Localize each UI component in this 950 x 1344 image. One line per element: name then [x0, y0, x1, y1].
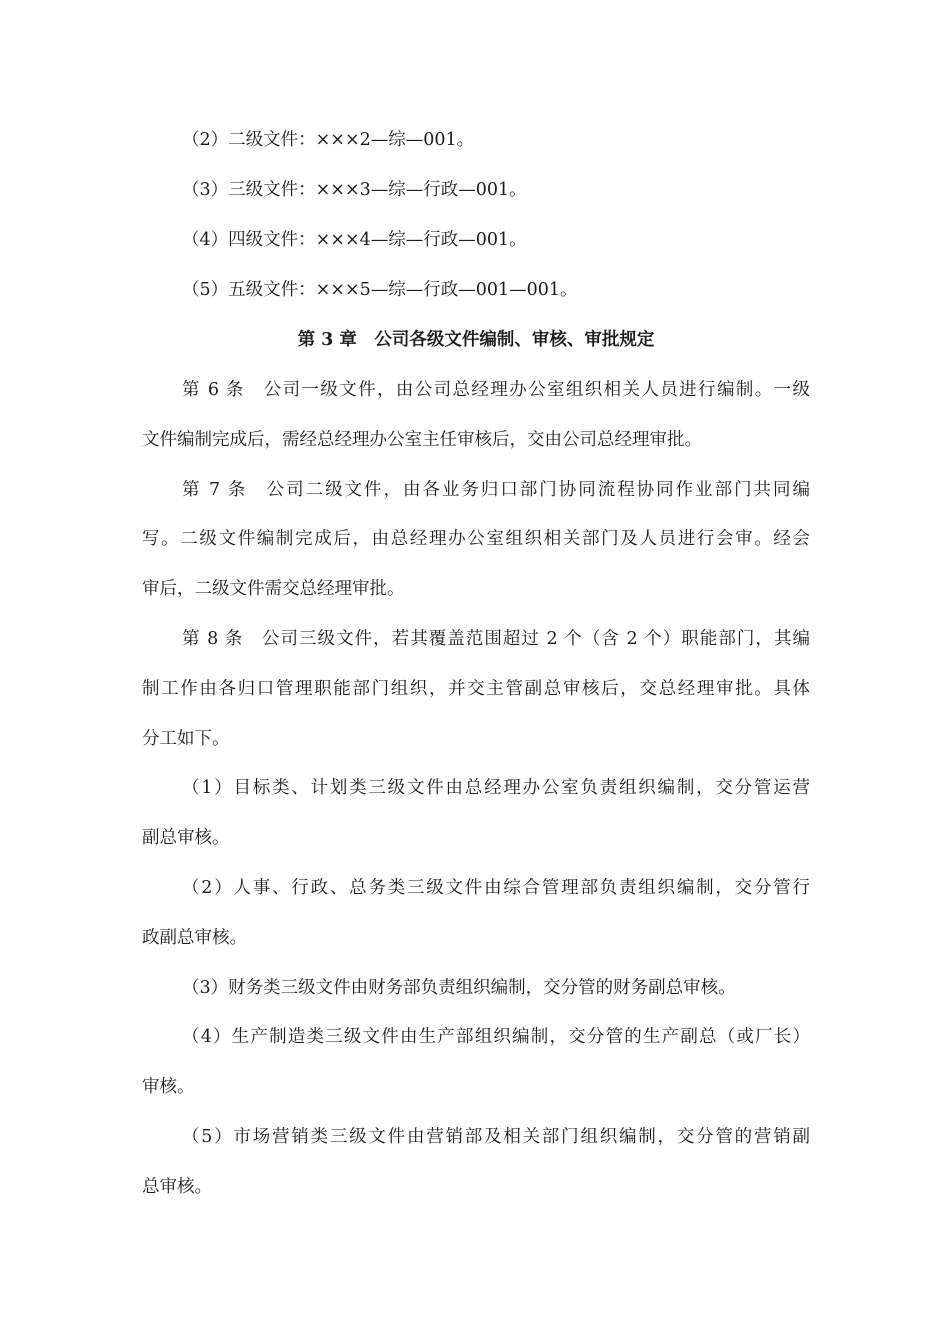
- article-8-line-3: 分工如下。: [142, 729, 230, 749]
- item-4-line-2: 审核。: [142, 1077, 195, 1097]
- file-code-level-5: （5）五级文件：×××5—综—行政—001—001。: [182, 280, 578, 300]
- item-1-line-1: （1）目标类、计划类三级文件由总经理办公室负责组织编制，交分管运营: [182, 778, 810, 798]
- item-4-line-1: （4）生产制造类三级文件由生产部组织编制，交分管的生产副总（或厂长）: [182, 1027, 810, 1047]
- article-7-line-2: 写。二级文件编制完成后，由总经理办公室组织相关部门及人员进行会审。经会: [142, 529, 810, 549]
- chapter-title: 第 3 章 公司各级文件编制、审核、审批规定: [297, 330, 655, 350]
- file-code-level-4: （4）四级文件：×××4—综—行政—001。: [182, 230, 527, 250]
- item-5-line-2: 总审核。: [142, 1177, 212, 1197]
- item-1-line-2: 副总审核。: [142, 828, 230, 848]
- item-5-line-1: （5）市场营销类三级文件由营销部及相关部门组织编制，交分管的营销副: [182, 1127, 810, 1147]
- file-code-level-2: （2）二级文件：×××2—综—001。: [182, 130, 475, 150]
- article-8-line-1: 第 8 条 公司三级文件，若其覆盖范围超过 2 个（含 2 个）职能部门，其编: [182, 629, 810, 649]
- article-7-line-3: 审后，二级文件需交总经理审批。: [142, 579, 405, 599]
- article-6-line-1: 第 6 条 公司一级文件，由公司总经理办公室组织相关人员进行编制。一级: [182, 380, 810, 400]
- file-code-level-3: （3）三级文件：×××3—综—行政—001。: [182, 180, 527, 200]
- article-6-line-2: 文件编制完成后，需经总经理办公室主任审核后，交由公司总经理审批。: [142, 430, 702, 450]
- item-2-line-2: 政副总审核。: [142, 928, 247, 948]
- article-8-line-2: 制工作由各归口管理职能部门组织，并交主管副总审核后，交总经理审批。具体: [142, 679, 810, 699]
- article-7-line-1: 第 7 条 公司二级文件，由各业务归口部门协同流程协同作业部门共同编: [182, 480, 810, 500]
- item-3-line-1: （3）财务类三级文件由财务部负责组织编制，交分管的财务副总审核。: [182, 978, 736, 998]
- item-2-line-1: （2）人事、行政、总务类三级文件由综合管理部负责组织编制，交分管行: [182, 878, 810, 898]
